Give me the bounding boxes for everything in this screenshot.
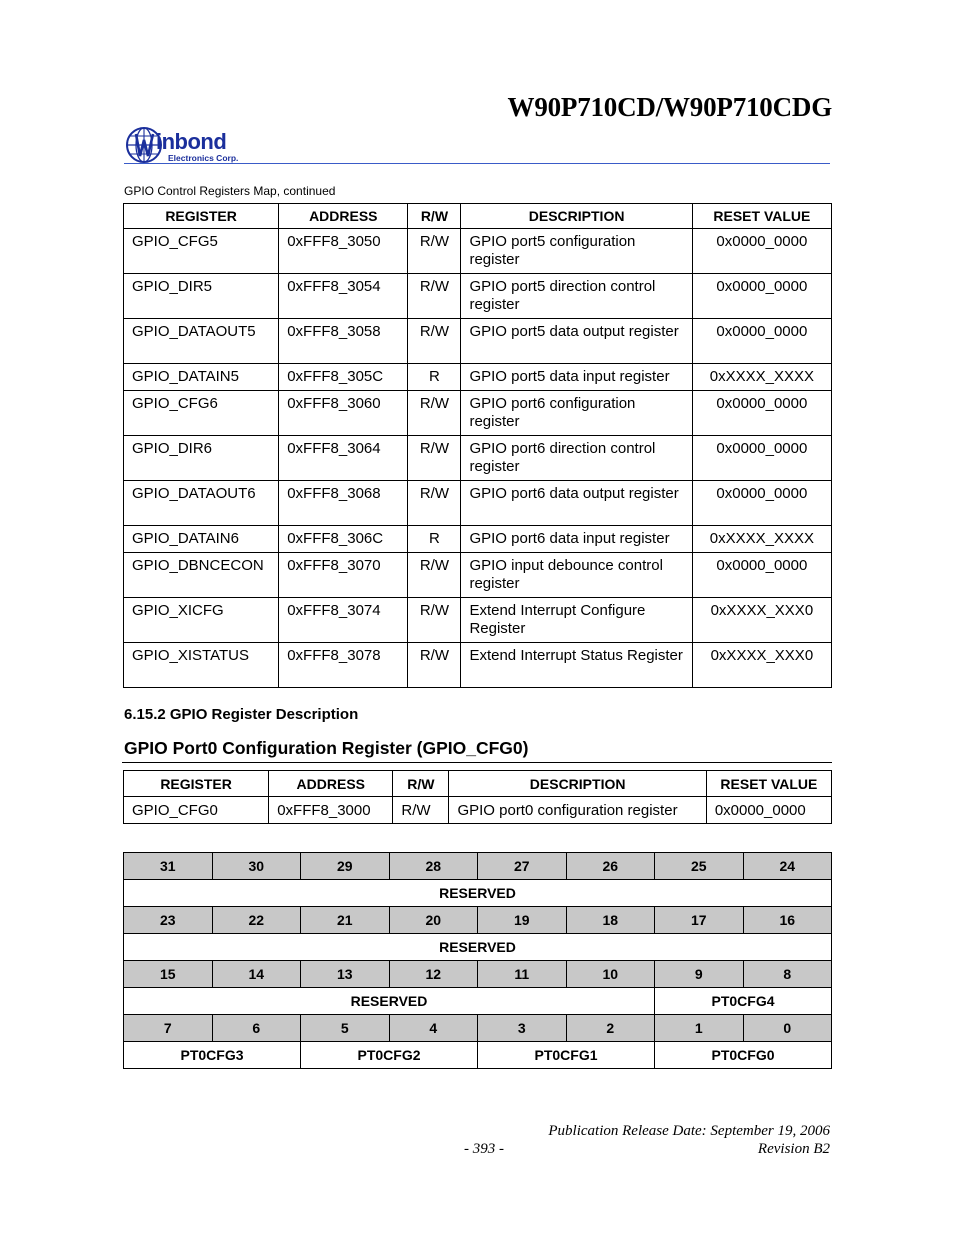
bit-number-row (124, 1015, 832, 1042)
table-row (124, 526, 832, 553)
cell-rw: R/W (408, 229, 461, 274)
bit-number: 2 (566, 1015, 655, 1042)
cell-register: GPIO_CFG5 (124, 229, 279, 274)
cell-address: 0xFFF8_3068 (279, 481, 408, 526)
col-header-description: DESCRIPTION (461, 204, 692, 229)
register-heading-rule (122, 762, 832, 763)
bit-field-row (124, 988, 832, 1015)
bit-field-table (123, 852, 832, 1069)
cell-rw: R/W (408, 319, 461, 364)
cell-description: GPIO input debounce control register (461, 553, 692, 598)
cell-description: GPIO port5 configuration register (461, 229, 692, 274)
cell-rw: R (408, 364, 461, 391)
cell-reset: 0xXXXX_XXXX (692, 364, 831, 391)
table-header-row (124, 771, 832, 797)
bit-number: 5 (301, 1015, 390, 1042)
cell-description: GPIO port6 direction control register (461, 436, 692, 481)
bit-field-row (124, 934, 832, 961)
cell-register: GPIO_DATAIN5 (124, 364, 279, 391)
cell-rw: R/W (408, 481, 461, 526)
cell-reset: 0xXXXX_XXX0 (692, 598, 831, 643)
cell-description: GPIO port6 data input register (461, 526, 692, 553)
bit-field-row (124, 880, 832, 907)
cell-address: 0xFFF8_3060 (279, 391, 408, 436)
table-row (124, 553, 832, 598)
col-header-register: REGISTER (124, 771, 269, 797)
cell-rw: R/W (408, 553, 461, 598)
cell-register: GPIO_DIR6 (124, 436, 279, 481)
cell-reset: 0x0000_0000 (692, 481, 831, 526)
table-row (124, 643, 832, 688)
register-heading: GPIO Port0 Configuration Register (GPIO_CFG0) (124, 738, 529, 758)
bit-field-pt0cfg0: PT0CFG0 (655, 1042, 832, 1069)
footer-page-number: - 393 - (464, 1141, 504, 1157)
table-row (124, 319, 832, 364)
bit-field-pt0cfg3: PT0CFG3 (124, 1042, 301, 1069)
col-header-rw: R/W (408, 204, 461, 229)
cell-address: 0xFFF8_3070 (279, 553, 408, 598)
bit-number: 14 (212, 961, 301, 988)
bit-number: 31 (124, 853, 213, 880)
cell-address: 0xFFF8_3050 (279, 229, 408, 274)
bit-number: 17 (655, 907, 744, 934)
bit-number: 1 (655, 1015, 744, 1042)
table-row (124, 364, 832, 391)
bit-number: 27 (478, 853, 567, 880)
cell-register: GPIO_DATAIN6 (124, 526, 279, 553)
bit-number: 11 (478, 961, 567, 988)
cell-register: GPIO_DIR5 (124, 274, 279, 319)
cell-reset: 0x0000_0000 (692, 274, 831, 319)
table-row (124, 436, 832, 481)
footer-release-date: Publication Release Date: September 19, 2006 (548, 1123, 830, 1139)
col-header-reset: RESET VALUE (692, 204, 831, 229)
cell-register: GPIO_DATAOUT6 (124, 481, 279, 526)
cell-reset: 0x0000_0000 (692, 436, 831, 481)
col-header-description: DESCRIPTION (449, 771, 706, 797)
cell-rw: R/W (408, 598, 461, 643)
bit-number: 19 (478, 907, 567, 934)
cell-address: 0xFFF8_3000 (269, 797, 393, 824)
cell-address: 0xFFF8_3058 (279, 319, 408, 364)
bit-number: 29 (301, 853, 390, 880)
cell-reset: 0x0000_0000 (692, 553, 831, 598)
bit-number: 7 (124, 1015, 213, 1042)
bit-number: 0 (743, 1015, 832, 1042)
table-row (124, 274, 832, 319)
document-title: W90P710CD/W90P710CDG (507, 92, 832, 122)
table-row (124, 391, 832, 436)
cell-description: Extend Interrupt Configure Register (461, 598, 692, 643)
register-summary-table (123, 770, 832, 824)
bit-number-row (124, 907, 832, 934)
logo-wordmark: inbond (156, 129, 227, 154)
section-heading: 6.15.2 GPIO Register Description (124, 706, 359, 723)
cell-rw: R/W (408, 643, 461, 688)
bit-number: 13 (301, 961, 390, 988)
cell-description: GPIO port5 data input register (461, 364, 692, 391)
bit-field-pt0cfg2: PT0CFG2 (301, 1042, 478, 1069)
bit-number: 15 (124, 961, 213, 988)
bit-field-row (124, 1042, 832, 1069)
cell-reset: 0x0000_0000 (692, 391, 831, 436)
bit-field-reserved: RESERVED (124, 988, 655, 1015)
cell-register: GPIO_DATAOUT5 (124, 319, 279, 364)
bit-number: 4 (389, 1015, 478, 1042)
cell-address: 0xFFF8_3064 (279, 436, 408, 481)
table-row (124, 481, 832, 526)
bit-number: 26 (566, 853, 655, 880)
logo-subtitle: Electronics Corp. (168, 153, 239, 163)
bit-number: 9 (655, 961, 744, 988)
col-header-rw: R/W (393, 771, 449, 797)
cell-description: GPIO port0 configuration register (449, 797, 706, 824)
register-map-table (123, 203, 832, 688)
cell-register: GPIO_XICFG (124, 598, 279, 643)
cell-register: GPIO_DBNCECON (124, 553, 279, 598)
col-header-register: REGISTER (124, 204, 279, 229)
cell-description: GPIO port5 direction control register (461, 274, 692, 319)
col-header-reset: RESET VALUE (706, 771, 831, 797)
bit-field-pt0cfg4: PT0CFG4 (655, 988, 832, 1015)
cell-address: 0xFFF8_3078 (279, 643, 408, 688)
bit-number: 6 (212, 1015, 301, 1042)
bit-number-row (124, 961, 832, 988)
bit-number-row (124, 853, 832, 880)
cell-rw: R (408, 526, 461, 553)
cell-rw: R/W (408, 274, 461, 319)
cell-register: GPIO_CFG0 (124, 797, 269, 824)
cell-description: GPIO port6 configuration register (461, 391, 692, 436)
bit-number: 20 (389, 907, 478, 934)
table-row (124, 797, 832, 824)
bit-field-reserved: RESERVED (124, 934, 832, 961)
cell-address: 0xFFF8_3054 (279, 274, 408, 319)
cell-reset: 0x0000_0000 (706, 797, 831, 824)
cell-description: GPIO port6 data output register (461, 481, 692, 526)
cell-address: 0xFFF8_3074 (279, 598, 408, 643)
bit-number: 3 (478, 1015, 567, 1042)
cell-register: GPIO_XISTATUS (124, 643, 279, 688)
bit-number: 25 (655, 853, 744, 880)
bit-number: 21 (301, 907, 390, 934)
table-header-row (124, 204, 832, 229)
bit-number: 23 (124, 907, 213, 934)
bit-field-pt0cfg1: PT0CFG1 (478, 1042, 655, 1069)
cell-reset: 0xXXXX_XXX0 (692, 643, 831, 688)
cell-address: 0xFFF8_305C (279, 364, 408, 391)
cell-rw: R/W (393, 797, 449, 824)
col-header-address: ADDRESS (269, 771, 393, 797)
header-rule (124, 163, 830, 164)
bit-number: 22 (212, 907, 301, 934)
cell-rw: R/W (408, 436, 461, 481)
table-caption: GPIO Control Registers Map, continued (124, 184, 336, 198)
winbond-logo (126, 126, 256, 166)
cell-reset: 0x0000_0000 (692, 319, 831, 364)
cell-reset: 0xXXXX_XXXX (692, 526, 831, 553)
bit-number: 30 (212, 853, 301, 880)
bit-field-reserved: RESERVED (124, 880, 832, 907)
cell-description: Extend Interrupt Status Register (461, 643, 692, 688)
bit-number: 10 (566, 961, 655, 988)
cell-reset: 0x0000_0000 (692, 229, 831, 274)
footer-revision: Revision B2 (757, 1141, 830, 1157)
bit-number: 24 (743, 853, 832, 880)
cell-register: GPIO_CFG6 (124, 391, 279, 436)
cell-description: GPIO port5 data output register (461, 319, 692, 364)
bit-number: 18 (566, 907, 655, 934)
table-row (124, 229, 832, 274)
col-header-address: ADDRESS (279, 204, 408, 229)
bit-number: 8 (743, 961, 832, 988)
bit-number: 28 (389, 853, 478, 880)
bit-number: 12 (389, 961, 478, 988)
table-row (124, 598, 832, 643)
cell-address: 0xFFF8_306C (279, 526, 408, 553)
bit-number: 16 (743, 907, 832, 934)
cell-rw: R/W (408, 391, 461, 436)
